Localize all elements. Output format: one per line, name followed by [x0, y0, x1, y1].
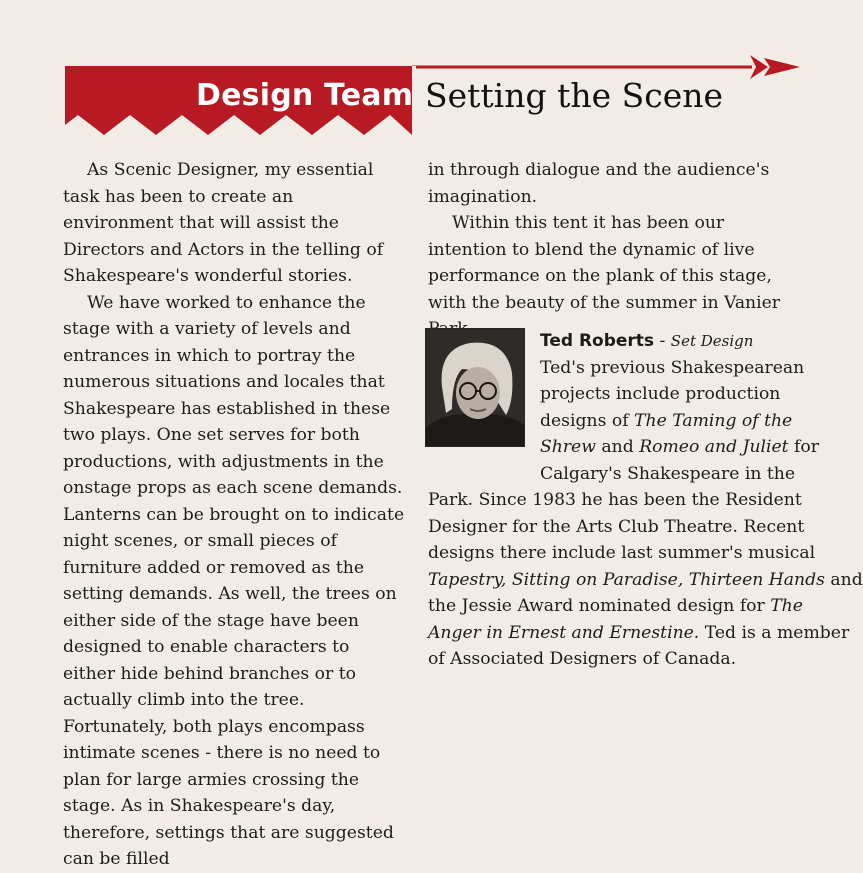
red-pennant-banner	[0, 0, 800, 150]
play-title: The Taming of the	[634, 410, 793, 431]
play-title: The	[770, 596, 803, 616]
bio-line: Ted's previous Shakespearean	[540, 357, 805, 378]
article-paragraph: Within this tent it has been our intention to blend the dynamic of live performance on the plank of this stage, with the beauty of the summer in Vanier	[428, 213, 781, 313]
bio-line: the Jessie Award nominated design for The	[428, 596, 803, 616]
bio-line: of Associated Designers of Canada.	[428, 649, 737, 669]
play-title: Romeo and Juliet	[639, 437, 789, 457]
bio-line: Park. Since 1983 he has been the Resident	[428, 490, 802, 510]
bio-line: Shrew and Romeo and Juliet for	[540, 437, 819, 457]
bio-line: Tapestry, Sitting on Paradise, Thirteen Hands and	[428, 569, 863, 590]
article-paragraph: As Scenic Designer, my essential task has been to create an environment that will assist the Directors and Actors in the telling of Shakespeare's wonderful stories.	[63, 160, 384, 286]
bio-line: designs there include last summer's musical	[428, 543, 816, 563]
bio-line: projects include production	[540, 384, 781, 404]
bio-role: Set Design	[670, 332, 754, 350]
article-column-right	[428, 157, 788, 343]
bio-line: designs of The Taming of the	[540, 410, 793, 431]
production-titles: Tapestry, Sitting on Paradise, Thirteen Hands	[428, 569, 825, 590]
article-column-left	[63, 157, 405, 873]
bio-text-beside-photo	[540, 355, 819, 488]
bio-line: Anger in Ernest and Ernestine. Ted is a member	[428, 622, 850, 643]
bio-text-full	[428, 487, 863, 673]
bio-line: Calgary's Shakespeare in the	[540, 463, 796, 484]
section-label: Design Team	[196, 78, 414, 113]
article-paragraph: We have worked to enhance the stage with a variety of levels and entrances in which to portray the numerous situations and locales that Shakespeare has established in these two plays. One set serves for both productions, with adjustments in the onstage props as each scene demands. Lanterns can be brought on to indicate night scenes, or small pieces of furniture added or removed as the setting demands. As well, the trees on either side of the stage have been designed to enable characters to either hide behind branches or to actually climb into the tree. Fortunately, both plays encompass intimate scenes - there is no need to plan for large armies crossing the stage. As in Shakespeare's day, therefore, settings that are suggested can be filled	[63, 292, 405, 869]
play-title: Shrew	[540, 437, 596, 457]
bio-name: Ted Roberts	[540, 331, 655, 351]
bio-line: Designer for the Arts Club Theatre. Recent	[428, 516, 805, 537]
bio-separator: -	[654, 331, 671, 351]
portrait-photo	[425, 328, 525, 447]
article-continuation: in through dialogue and the audience's imagination.	[428, 160, 770, 207]
bio-heading	[540, 328, 753, 355]
header-banner	[0, 0, 800, 150]
play-title: Anger in Ernest and Ernestine.	[428, 622, 700, 643]
page-title: Setting the Scene	[425, 76, 724, 115]
